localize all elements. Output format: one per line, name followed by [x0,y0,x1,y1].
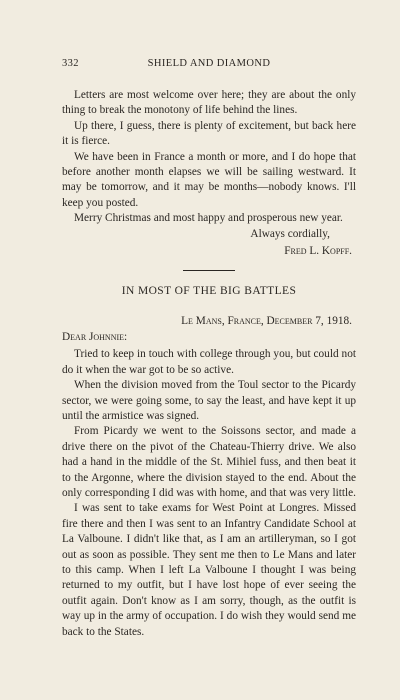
paragraph: We have been in France a month or more, and I do hope that before another month elapses we will be sailing westward. It may be tomorrow, and it may be months—nobody knows. I'll keep you posted. [62,150,356,209]
section-divider [183,270,235,271]
letter-signature: Fred L. Kopff. [284,245,352,258]
letter-salutation: Dear Johnnie: [62,330,128,343]
paragraph: Up there, I guess, there is plenty of excitement, but back here it is fierce. [62,119,356,148]
page-number: 332 [62,58,79,69]
letter-kopff [62,88,356,259]
running-head: SHIELD AND DIAMOND [147,58,271,69]
section-heading: IN MOST OF THE BIG BATTLES [121,285,297,298]
paragraph: From Picardy we went to the Soissons sector, and made a drive there on the pivot of the Chateau-Thierry drive. We also had a hand in the middle of the St. Mihiel fuss, and then beat it to the Argonne, where the division stayed to the end. About the only corresponding I did was with home, and that was very little. [62,425,356,499]
paragraph: Tried to keep in touch with college through you, but could not do it when the war got to be so active. [62,348,356,376]
paragraph: Letters are most welcome over here; they are about the only thing to break the monotony of life behind the lines. [62,89,356,117]
letter-closing: Always cordially, [250,227,330,240]
paragraph: I was sent to take exams for West Point at Longres. Missed fire there and then I was sent to an Infantry Candidate School at La Valboune. I didn't like that, as I am an artilleryman, so I got out as soon as possible. They sent me then to Le Mans and later to this camp. When I left La Valboune I thought I was being returned to my outfit, but I have lost hope of ever seeing the outfit again. Don't know as I am sorry, though, as the outfit is way up in the army of occupation. I do wish they would send me back to the States. [62,502,356,638]
paragraph: When the division moved from the Toul sector to the Picardy sector, we were going some, to say the least, and have kept it up until the armistice was signed. [62,379,356,422]
paragraph: Merry Christmas and most happy and prosperous new year. [74,212,343,225]
letter-dateline: Le Mans, France, December 7, 1918. [181,315,352,328]
page-header [62,58,356,72]
letter-johnnie [62,314,356,640]
